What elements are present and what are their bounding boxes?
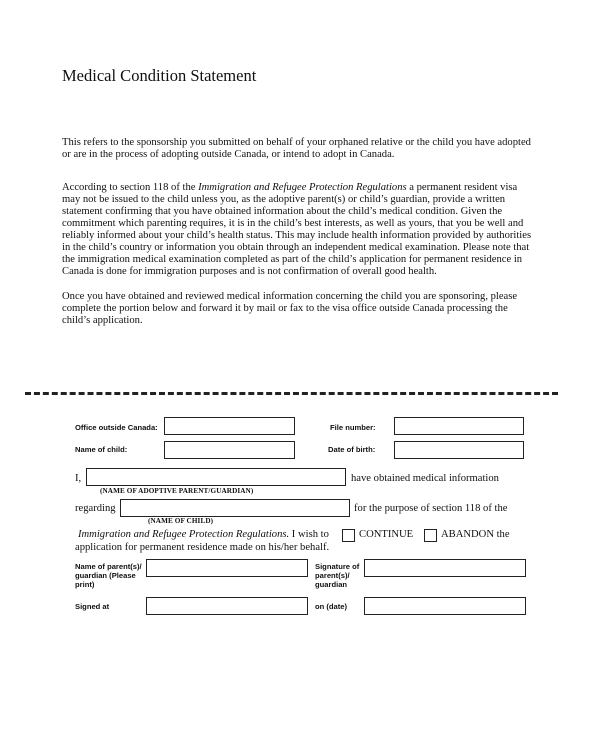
signature-label: Signature of parent(s)/ guardian [315, 562, 360, 589]
regs-italic: Immigration and Refugee Protection Regulations. [78, 529, 290, 540]
i-label: I, [75, 473, 82, 484]
on-date-label: on (date) [315, 602, 348, 611]
section-118-paragraph [62, 182, 537, 278]
regarding-field[interactable] [120, 499, 350, 517]
intro-paragraph: This refers to the sponsorship you submitted on behalf of your orphaned relative or the child you have adopted or are in the process of adopting outside Canada, or intend to adopt in Canada. [62, 137, 531, 160]
office-field[interactable] [164, 417, 295, 435]
para2-text-after: a permanent resident visa may not be issued to the child unless you, as the adoptive parent(s) or child’s guardian, provide a written statement confirming that you have obtained information about the child’s medical condition. Given the commitment which parenting requires, it is in the child’s best interests, as well as yours, that you be well and reliably informed about your child’s health status. This may include health information provided by authorities in the child’s country or information you obtain through an independent medical examination. Please note that the immigration medical examination completed as part of the child’s application for permanent residence in Canada is done for immigration purposes and is not confirmation of overall good health. [62, 182, 532, 277]
parent-caption: (NAME OF ADOPTIVE PARENT/GUARDIAN) [100, 487, 254, 495]
child-caption: (NAME OF CHILD) [148, 517, 214, 525]
application-text: application for permanent residence made on his/her behalf. [75, 542, 330, 553]
parent-print-field[interactable] [146, 559, 308, 577]
dob-label: Date of birth: [328, 445, 376, 454]
signature-field[interactable] [364, 559, 526, 577]
document-title: Medical Condition Statement [62, 66, 257, 85]
signed-at-field[interactable] [146, 597, 308, 615]
continue-label: CONTINUE [359, 529, 414, 540]
have-obtained-text: have obtained medical information [351, 473, 499, 484]
wish-text: I wish to [289, 529, 329, 540]
dob-field[interactable] [394, 441, 524, 459]
continue-checkbox[interactable] [342, 529, 355, 542]
abandon-label: ABANDON the [441, 529, 510, 540]
child-name-field[interactable] [164, 441, 295, 459]
abandon-checkbox[interactable] [424, 529, 437, 542]
parent-print-label: Name of parent(s)/ guardian (Please print) [75, 562, 142, 589]
office-label: Office outside Canada: [75, 423, 158, 432]
wish-line [78, 529, 329, 540]
signed-at-label: Signed at [75, 602, 110, 611]
regulations-title: Immigration and Refugee Protection Regulations [198, 182, 407, 193]
regarding-label: regarding [75, 503, 116, 514]
on-date-field[interactable] [364, 597, 526, 615]
file-number-field[interactable] [394, 417, 524, 435]
para2-text-before: According to section 118 of the [62, 182, 199, 193]
purpose-text: for the purpose of section 118 of the [354, 503, 508, 514]
parent-name-field[interactable] [86, 468, 346, 486]
file-number-label: File number: [330, 423, 376, 432]
child-name-label: Name of child: [75, 445, 128, 454]
instructions-paragraph: Once you have obtained and reviewed medical information concerning the child you are sponsoring, please complete the portion below and forward it by mail or fax to the visa office outside Canada processing the child’s application. [62, 291, 518, 326]
cut-line [25, 392, 558, 395]
